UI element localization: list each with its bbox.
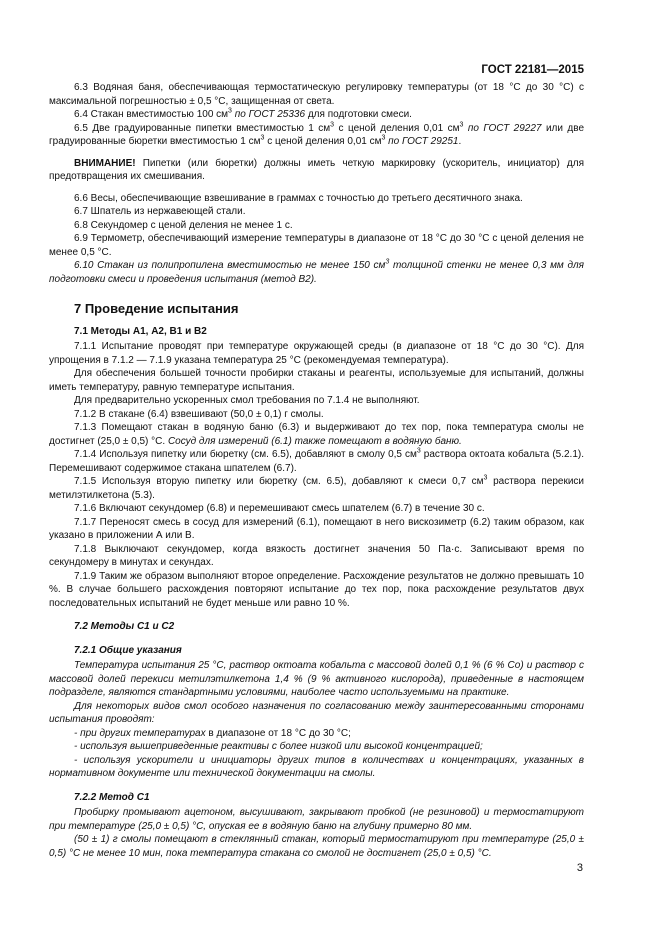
list-item-other-temperatures: - при других температурах в диапазоне от 18 °С до 30 °С; xyxy=(74,727,351,739)
para-7-2-2-b: (50 ± 1) г смолы помещают в стеклянный стакан, который термостатируют при температуре (25,0 ± 0,5) °С не менее 10 мин, пока температура стакана со смолой не достигнет (25,0 ± 0,5) °С. xyxy=(49,834,584,859)
list-item-reagents: - используя вышеприведенные реактивы с более низкой или высокой концентрацией; xyxy=(74,741,483,752)
para-7-1-8: 7.1.8 Выключают секундомер, когда вязкость достигнет значения 50 Па·с. Записывают время по секундомеру в минутах и секундах. xyxy=(49,543,584,568)
standard-header: ГОСТ 22181—2015 xyxy=(481,64,584,76)
para-7-1-3: 7.1.3 Помещают стакан в водяную баню (6.3) и выдерживают до тех пор, пока температура смолы не достигнет (25,0 ± 0,5) °С. Сосуд для измерений (6.1) также помещают в водяную баню. xyxy=(49,422,584,447)
attention-note: ВНИМАНИЕ! Пипетки (или бюретки) должны иметь четкую маркировку (ускоритель, инициатор) для предотвращения их смешивания. xyxy=(49,157,584,182)
para-7-1-1-b: Для обеспечения большей точности пробирки стаканы и реагенты, используемые для испытаний, должны иметь температуру, равную температуре испытания. xyxy=(49,368,584,393)
para-7-1-1-c: Для предварительно ускоренных смол требования по 7.1.4 не выполняют. xyxy=(74,395,420,406)
item-6-3: 6.3 Водяная баня, обеспечивающая термостатическую регулировку температуры (от 18 °С до 30 °С) с максимальной погрешностью ± 0,5 °С, защищенная от света. xyxy=(49,82,584,107)
para-7-1-7: 7.1.7 Переносят смесь в сосуд для измерений (6.1), помещают в него вискозиметр (6.2) таким образом, как указано в приложении А или В. xyxy=(49,516,584,541)
item-6-9: 6.9 Термометр, обеспечивающий измерение температуры в диапазоне от 18 °С до 30 °С с ценой деления не менее 0,5 °С. xyxy=(49,233,584,258)
subsection-7-2-title: 7.2 Методы С1 и С2 xyxy=(74,621,175,632)
para-7-1-5: 7.1.5 Используя вторую пипетку или бюретку (см. 6.5), добавляют к смеси 0,7 $см^3$ раствора перекиси метилэтилкетона (5.3). xyxy=(49,474,584,501)
item-6-10: 6.10 Стакан из полипропилена вместимостью не менее 150 $см^3$ толщиной стенки не менее 0,3 мм для подготовки смеси и проведения испытания (метод В2). xyxy=(49,258,584,285)
para-7-1-6: 7.1.6 Включают секундомер (6.8) и перемешивают смесь шпателем (6.7) в течение 30 с. xyxy=(74,503,485,514)
para-7-2-1: Температура испытания 25 °С, раствор октоата кобальта с массовой долей 0,1 % (6 % Co) и раствор с массовой долей перекиси метилэтилкетона 1,4 % (9 % активного кислорода), приведенные в настоящем подразделе, являются стандартными условиями, наиболее часто используемыми на практике. xyxy=(49,660,584,698)
item-6-4: 6.4 Стакан вместимостью 100 $см^3$ по ГОСТ 25336 для подготовки смеси. xyxy=(74,107,412,120)
para-7-2-1-b: Для некоторых видов смол особого назначения по согласованию между заинтересованными сторонами испытания проводят: xyxy=(49,700,584,725)
item-6-8: 6.8 Секундомер с ценой деления не менее 1 с. xyxy=(74,219,293,231)
para-7-2-2: Пробирку промывают ацетоном, высушивают, закрывают пробкой (не резиновой) и термостатируют при температуре (25,0 ± 0,5) °С, опуская ее в водяную баню на глубину примерно 80 мм. xyxy=(49,807,584,832)
page-number: 3 xyxy=(576,862,583,874)
item-6-5: 6.5 Две градуированные пипетки вместимостью 1 $см^3$ с ценой деления 0,01 $см^3$ по ГОСТ 29227 или две градуированные бюретки вместимостью 1 $см^3$ с ценой деления 0,01 $см^3$ по ГОСТ 29251. xyxy=(49,121,584,147)
subsection-7-2-2-title: 7.2.2 Метод С1 xyxy=(74,791,150,803)
section-7-title: 7 Проведение испытания xyxy=(74,301,239,316)
subsection-7-1-title: 7.1 Методы А1, А2, В1 и В2 xyxy=(74,325,207,337)
para-7-1-1: 7.1.1 Испытание проводят при температуре окружающей среды (в диапазоне от 18 °С до 30 °С). Для упрощения в 7.1.2 — 7.1.9 указана температура 25 °С (рекомендуемая температура). xyxy=(49,341,584,366)
para-7-1-9: 7.1.9 Таким же образом выполняют второе определение. Расхождение результатов не должно превышать 10 %. В случае большего расхождения повторяют испытание до тех пор, пока расхождение результатов двух последовательных испытаний не будет меньше или равно 10 %. xyxy=(49,570,584,609)
subsection-7-2-1-title: 7.2.1 Общие указания xyxy=(74,644,182,656)
page-content xyxy=(49,81,584,860)
list-item-accelerators: - используя ускорители и инициаторы других типов в количествах и концентрациях, указанных в нормативном документе или технической документации на смолы. xyxy=(49,754,584,779)
para-7-1-4: 7.1.4 Используя пипетку или бюретку (см. 6.5), добавляют в смолу 0,5 $см^3$ раствора октоата кобальта (5.2.1). Перемешивают содержимое стакана шпателем (6.7). xyxy=(49,447,585,474)
para-7-1-2: 7.1.2 В стакане (6.4) взвешивают (50,0 ± 0,1) г смолы. xyxy=(74,408,324,420)
item-6-6: 6.6 Весы, обеспечивающие взвешивание в граммах с точностью до третьего десятичного знака. xyxy=(74,192,523,204)
item-6-7: 6.7 Шпатель из нержавеющей стали. xyxy=(74,206,246,217)
